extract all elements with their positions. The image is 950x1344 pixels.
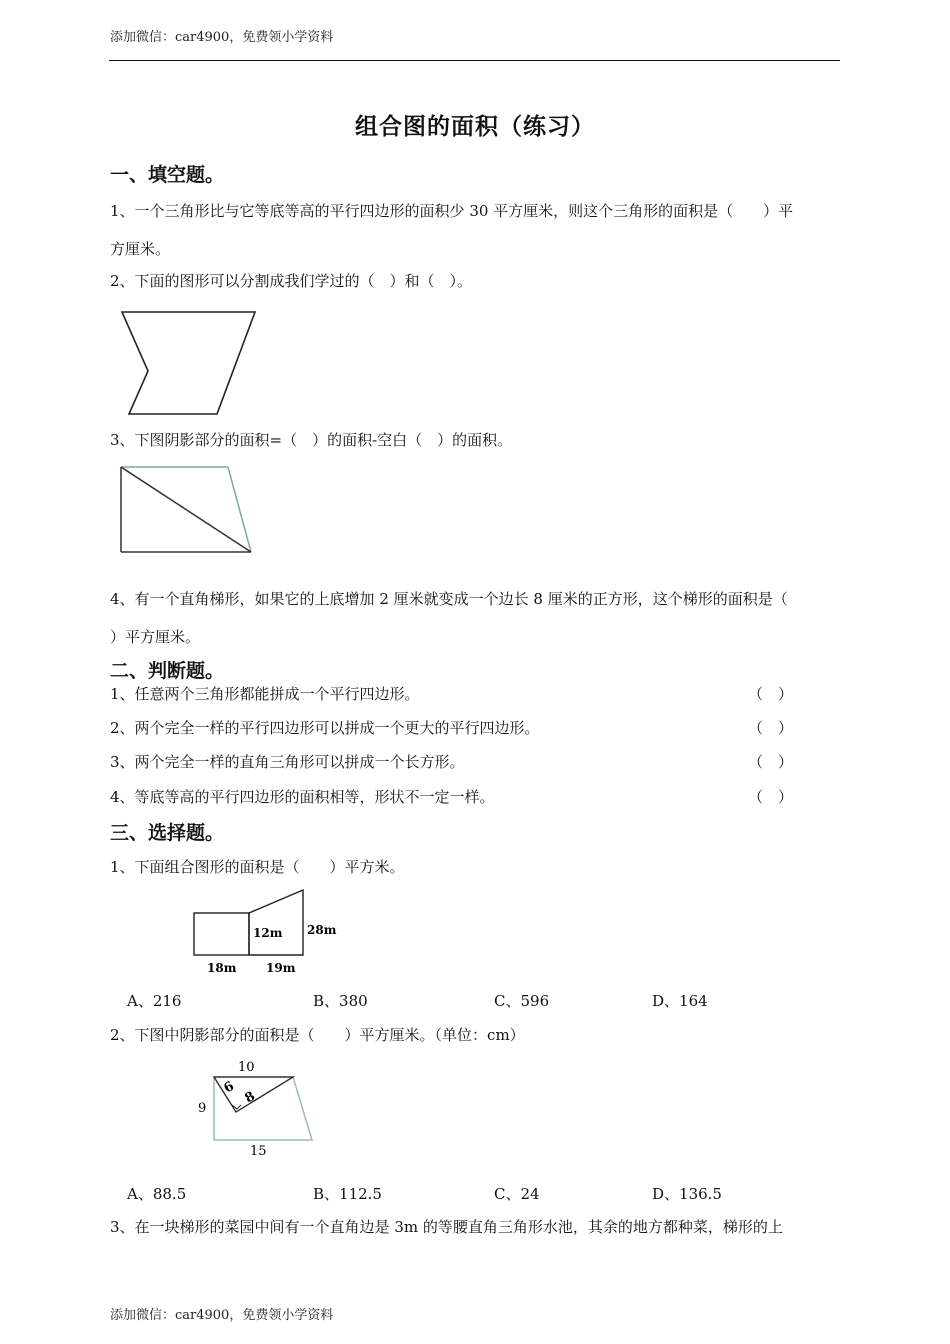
q2-label-top: 10	[238, 1060, 255, 1075]
q2-label-leg2: 8	[242, 1088, 258, 1107]
s1-q2-figure	[115, 305, 265, 420]
s2-item-text: 3、两个完全一样的直角三角形可以拼成一个长方形。	[110, 753, 465, 771]
s1-q3: 3、下图阴影部分的面积=（ ）的面积-空白（ ）的面积。	[110, 431, 513, 449]
footer-text: 添加微信：car4900，免费领小学资料	[110, 1308, 334, 1323]
s3-q1-option: C、596	[494, 992, 550, 1010]
section-3-heading: 三、选择题。	[110, 822, 225, 844]
s2-item-text: 1、任意两个三角形都能拼成一个平行四边形。	[110, 685, 420, 703]
q1-label-b-right: 19m	[266, 961, 296, 975]
page-title: 组合图的面积（练习）	[355, 113, 595, 140]
s2-item-text: 4、等底等高的平行四边形的面积相等，形状不一定一样。	[110, 788, 495, 806]
q1-label-b-left: 18m	[207, 961, 237, 975]
s2-item-answer: （ ）	[748, 788, 794, 806]
s3-q2-option: A、88.5	[127, 1185, 187, 1203]
q1-label-h-right: 28m	[307, 923, 337, 937]
q2-label-leg1: 6	[221, 1078, 237, 1097]
header-text: 添加微信：car4900，免费领小学资料	[110, 30, 334, 45]
header-rule	[109, 60, 840, 61]
s1-q2: 2、下面的图形可以分割成我们学过的（ ）和（ ）。	[110, 272, 473, 290]
s3-q1-option: A、216	[127, 992, 182, 1010]
q2-label-bottom: 15	[250, 1144, 267, 1159]
s3-q2-option: C、24	[494, 1185, 540, 1203]
chevron-shape	[122, 312, 255, 414]
s1-q4-line1: 4、有一个直角梯形，如果它的上底增加 2 厘米就变成一个边长 8 厘米的正方形，这个梯形的面积是（	[110, 590, 788, 608]
s3-q1-option: B、380	[313, 992, 368, 1010]
s3-q1-figure	[185, 885, 345, 980]
s3-q1: 1、下面组合图形的面积是（ ）平方米。	[110, 858, 405, 876]
s1-q1-line2: 方厘米。	[110, 240, 171, 258]
s2-item-answer: （ ）	[748, 719, 794, 737]
s3-q2-option: D、136.5	[652, 1185, 722, 1203]
s1-q1-line1: 1、一个三角形比与它等底等高的平行四边形的面积少 30 平方厘米，则这个三角形的面积是（ ）平	[110, 202, 794, 220]
q1-rectangle	[194, 913, 249, 955]
s2-item-answer: （ ）	[748, 753, 794, 771]
s2-item-answer: （ ）	[748, 685, 794, 703]
s3-q2-figure	[190, 1052, 325, 1164]
s2-item-text: 2、两个完全一样的平行四边形可以拼成一个更大的平行四边形。	[110, 719, 540, 737]
q1-label-h-mid: 12m	[253, 926, 283, 940]
q1-trapezoid	[249, 890, 303, 955]
section-2-heading: 二、判断题。	[110, 660, 225, 682]
section-1-heading: 一、填空题。	[110, 164, 225, 186]
s1-q3-figure	[115, 462, 260, 557]
s1-q4-line2: ）平方厘米。	[110, 628, 201, 646]
s3-q1-option: D、164	[652, 992, 708, 1010]
s3-q2: 2、下图中阴影部分的面积是（ ）平方厘米。（单位：cm）	[110, 1026, 525, 1044]
s3-q2-option: B、112.5	[313, 1185, 382, 1203]
s3-q3: 3、在一块梯形的菜园中间有一个直角边是 3m 的等腰直角三角形水池，其余的地方都种菜，梯形的上	[110, 1218, 783, 1236]
q2-label-left: 9	[198, 1101, 207, 1116]
